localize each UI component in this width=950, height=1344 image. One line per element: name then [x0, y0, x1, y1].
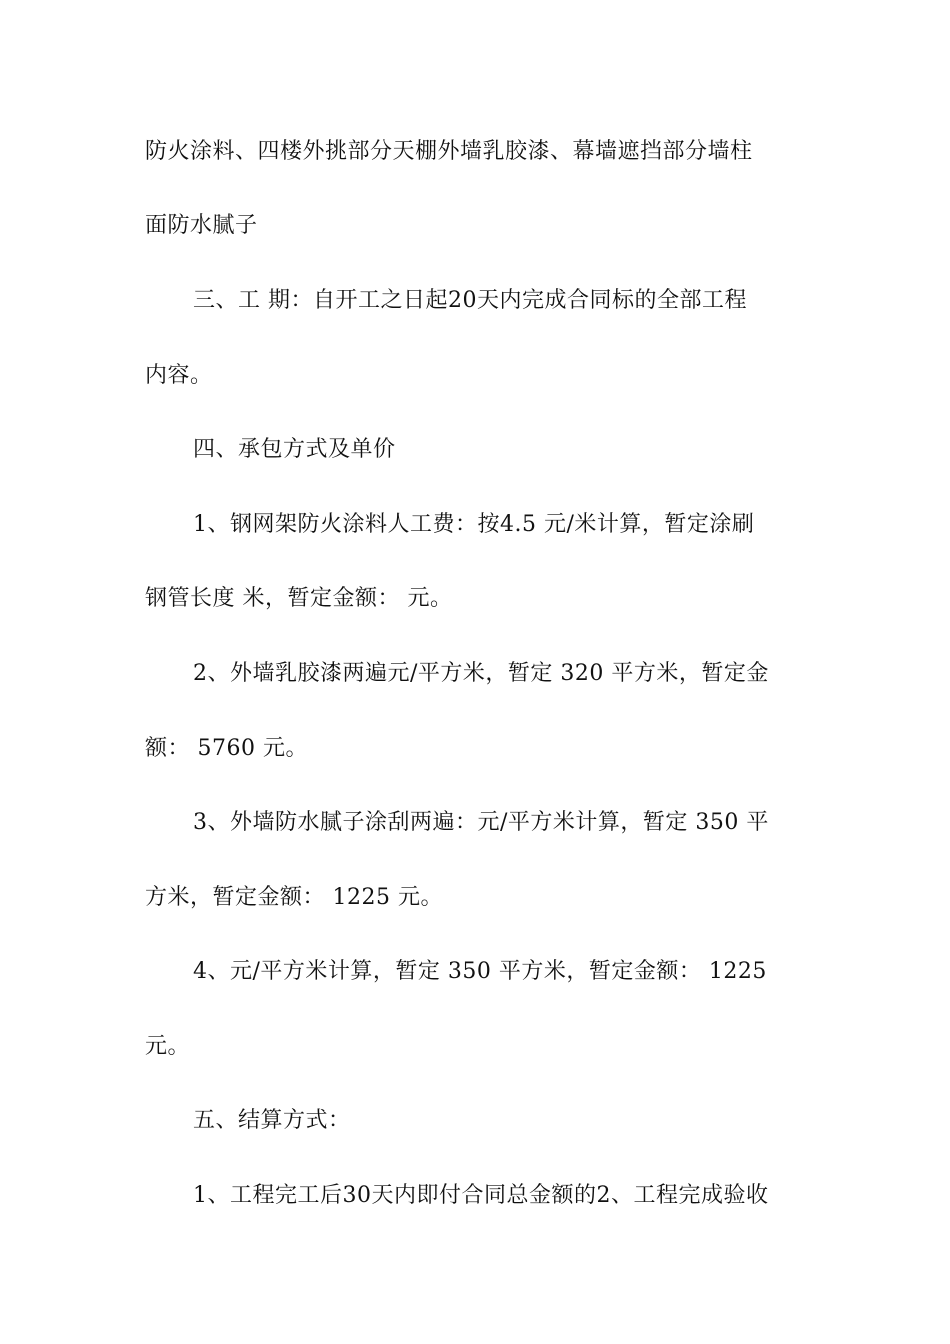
paragraph-line: 3、外墙防水腻子涂刮两遍：元/平方米计算，暂定 350 平 — [193, 810, 769, 835]
paragraph-line: 面防水腻子 — [145, 213, 258, 238]
paragraph-line: 三、工 期：自开工之日起20天内完成合同标的全部工程 — [193, 288, 747, 313]
paragraph-line: 钢管长度 米，暂定金额： 元。 — [145, 586, 453, 611]
paragraph-line: 方米，暂定金额： 1225 元。 — [145, 885, 443, 910]
paragraph-line: 额： 5760 元。 — [145, 736, 308, 761]
section-heading: 四、承包方式及单价 — [193, 437, 396, 462]
paragraph-line: 1、工程完工后30天内即付合同总金额的2、工程完成验收 — [193, 1183, 769, 1208]
section-heading: 五、结算方式： — [193, 1108, 351, 1133]
paragraph-line: 2、外墙乳胶漆两遍元/平方米，暂定 320 平方米，暂定金 — [193, 661, 769, 686]
paragraph-line: 防火涂料、四楼外挑部分天棚外墙乳胶漆、幕墙遮挡部分墙柱 — [145, 139, 753, 164]
paragraph-line: 1、钢网架防火涂料人工费：按4.5 元/米计算，暂定涂刷 — [193, 512, 755, 537]
paragraph-line: 4、元/平方米计算，暂定 350 平方米，暂定金额： 1225 — [193, 959, 767, 984]
paragraph-line: 内容。 — [145, 363, 213, 388]
paragraph-line: 元。 — [145, 1034, 191, 1059]
